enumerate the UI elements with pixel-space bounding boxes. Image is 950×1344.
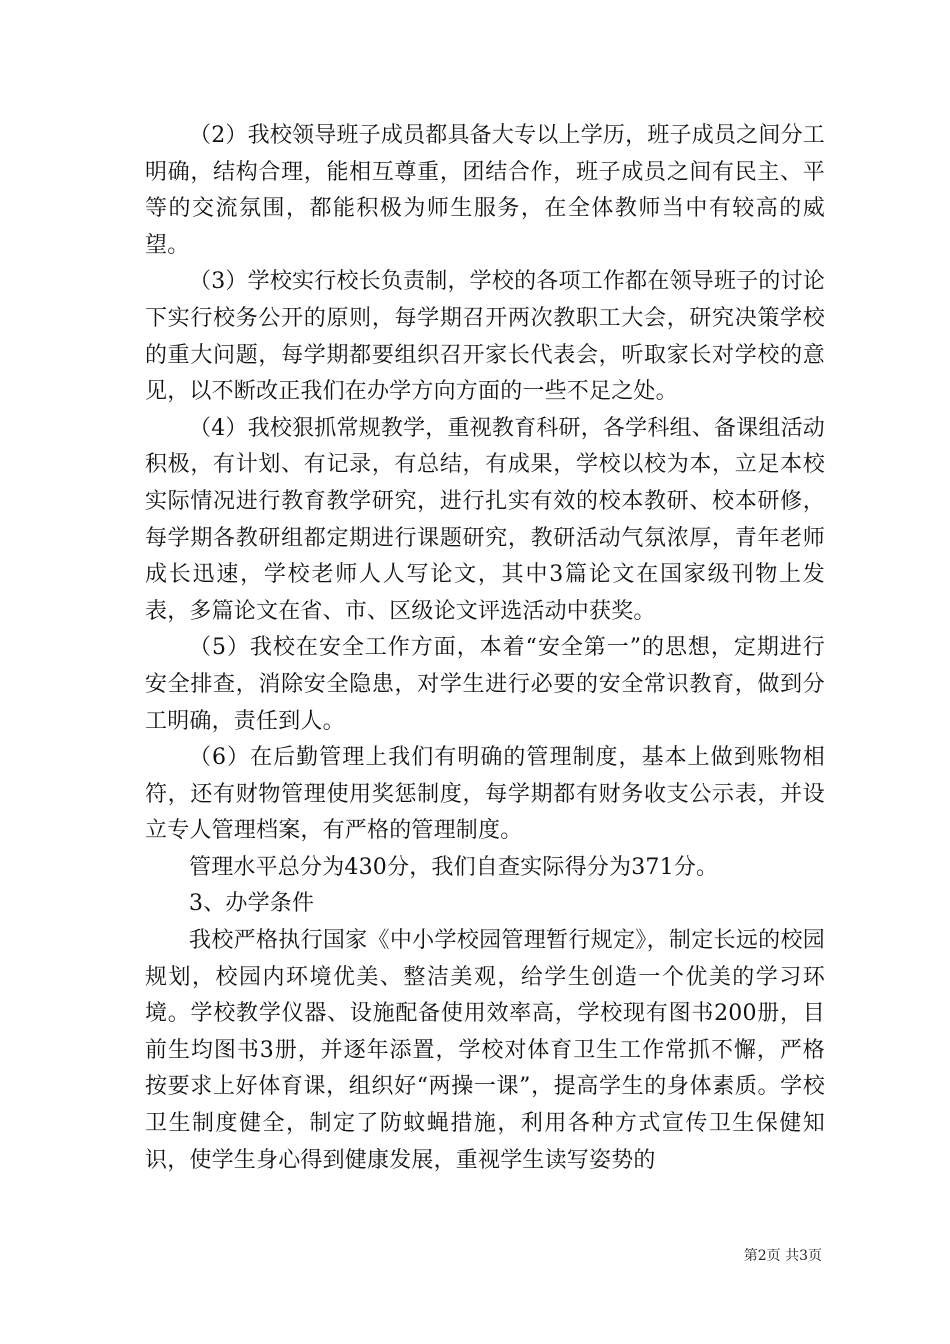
paragraph-safety-work: （5）我校在安全工作方面，本着“安全第一”的思想，定期进行安全排查，消除安全隐患，对学生进行必要的安全常识教育，做到分工明确，责任到人。 bbox=[145, 635, 825, 734]
paragraph-logistics-management: （6）在后勤管理上我们有明确的管理制度，基本上做到账物相符，还有财物管理使用奖惩制度，每学期都有财务收支公示表，并设立专人管理档案，有严格的管理制度。 bbox=[145, 745, 825, 844]
paragraph-school-conditions: 我校严格执行国家《中小学校园管理暂行规定》，制定长远的校园规划，校园内环境优美、整洁美观，给学生创造一个优美的学习环境。学校教学仪器、设施配备使用效率高，学校现有图书200册，目前生均图书3册，并逐年添置，学校对体育卫生工作常抓不懈，严格按要求上好体育课，组织好“两操一课”，提高学生的身体素质。学校卫生制度健全，制定了防蚊蝇措施，利用各种方式宣传卫生保健知识，使学生身心得到健康发展，重视学生读写姿势的 bbox=[145, 928, 825, 1173]
paragraph-leadership-team: （2）我校领导班子成员都具备大专以上学历，班子成员之间分工明确，结构合理，能相互尊重，团结合作，班子成员之间有民主、平等的交流氛围，都能积极为师生服务，在全体教师当中有较高的威望。 bbox=[145, 123, 825, 258]
paragraph-teaching-research: （4）我校狠抓常规教学，重视教育科研，各学科组、备课组活动积极，有计划、有记录，有总结，有成果，学校以校为本，立足本校实际情况进行教育教学研究，进行扎实有效的校本教研、校本研修，每学期各教研组都定期进行课题研究，教研活动气氛浓厚，青年老师成长迅速，学校老师人人写论文，其中3篇论文在国家级刊物上发表，多篇论文在省、市、区级论文评选活动中获奖。 bbox=[145, 415, 825, 624]
page-number-footer: 第2页 共3页 bbox=[743, 1248, 822, 1264]
section-heading-school-conditions: 3、办学条件 bbox=[189, 891, 315, 917]
paragraph-management-score: 管理水平总分为430分，我们自查实际得分为371分。 bbox=[189, 854, 719, 880]
body-text bbox=[145, 118, 825, 1179]
paragraph-principal-responsibility: （3）学校实行校长负责制，学校的各项工作都在领导班子的讨论下实行校务公开的原则，每学期召开两次教职工大会，研究决策学校的重大问题，每学期都要组织召开家长代表会，听取家长对学校的意见，以不断改正我们在办学方向方面的一些不足之处。 bbox=[145, 269, 825, 405]
